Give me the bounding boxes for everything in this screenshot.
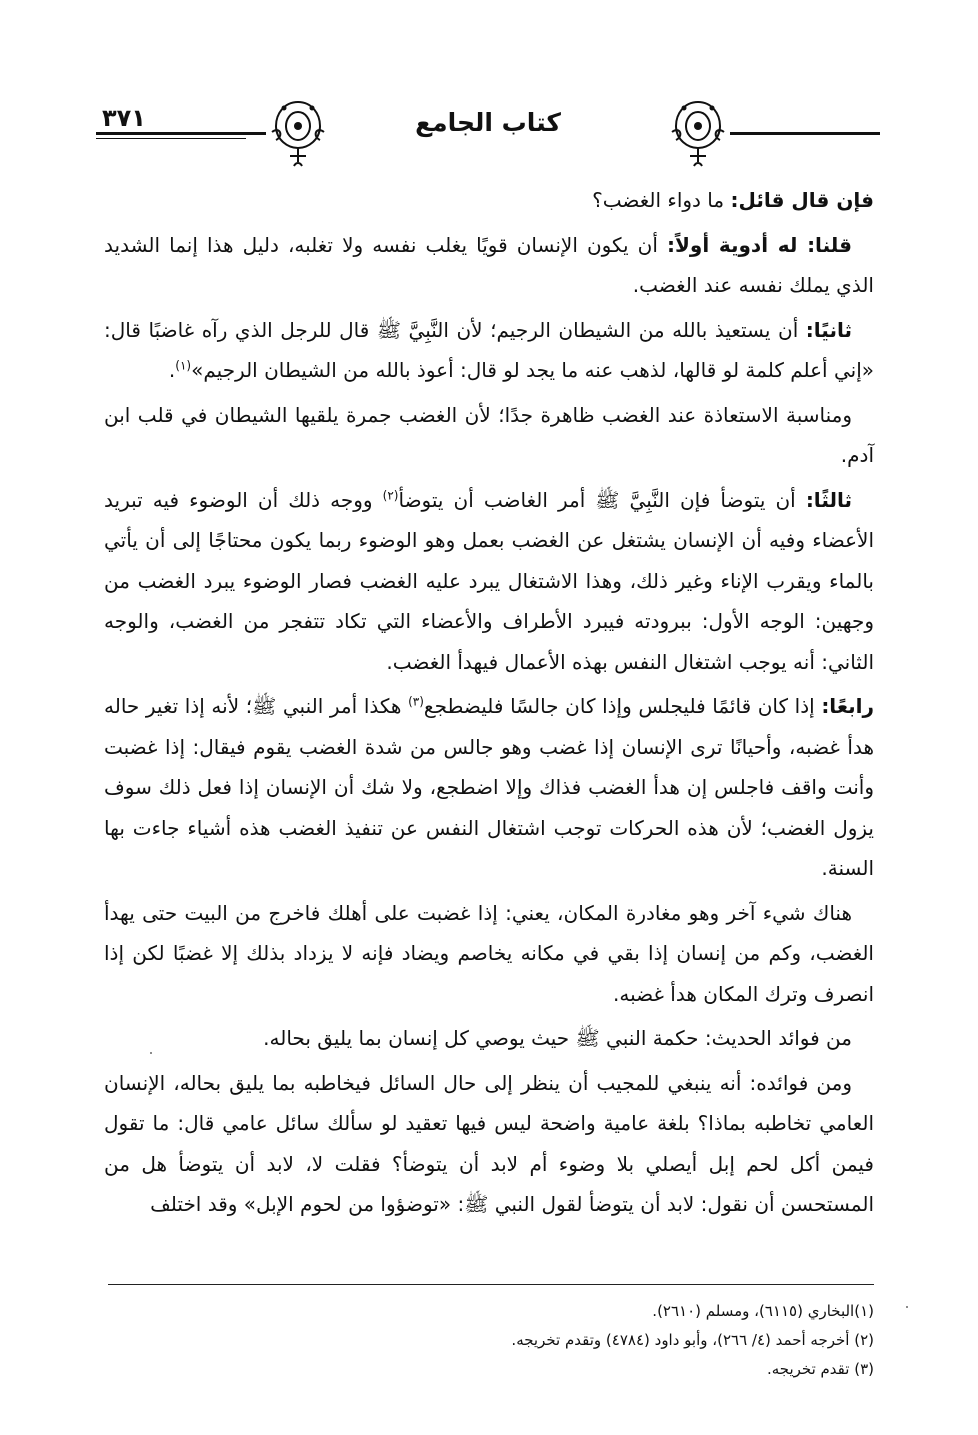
- paragraph-lead: فإن قال قائل:: [730, 188, 874, 212]
- paragraph-text: أن يستعيذ بالله من الشيطان الرجيم؛ لأن النَّبِيَّ ﷺ قال للرجل الذي رآه غاضبًا قال: «إني أعلم كلمة لو قالها، لذهب عنه ما يجد لو قال: أعوذ بالله من الشيطان الرجيم»: [104, 317, 874, 382]
- paragraph-tail: .: [168, 358, 176, 382]
- running-title: كتاب الجامع: [415, 108, 561, 137]
- scan-speck: [150, 1052, 152, 1054]
- page-number: ٣٧١: [102, 104, 146, 132]
- footnotes: [108, 1297, 874, 1384]
- paragraph-text: أن يكون الإنسان قويًا يغلب نفسه ولا تغلبه، دليل هذا إنما الشديد الذي يملك نفسه عند الغضب.: [104, 232, 874, 297]
- paragraph-text: ومن فوائده: أنه ينبغي للمجيب أن ينظر إلى حال السائل فيخاطبه بما يليق بحاله، الإنسان العامي تخاطبه بماذا؟ بلغة عامية واضحة ليس فيها تعقيد لو سألك سائل عامي قال: ما تقول فيمن أكل لحم إبل أيصلي بلا وضوء أم لابد أن يتوضأ؟ فقلت لا، لابد أن يتوضأ هل من المستحسن أن نقول: لابد أن يتوضأ لقول النبي ﷺ: «توضؤوا من لحوم الإبل» وقد اختلف: [104, 1070, 874, 1216]
- paragraph-lead: ثانيًا:: [805, 317, 852, 342]
- paragraph: [104, 180, 874, 221]
- footnote-separator: [108, 1284, 874, 1285]
- footnote-ref: (٢): [382, 487, 399, 502]
- paragraph: [104, 686, 874, 889]
- paragraph-text: هناك شيء آخر وهو مغادرة المكان، يعني: إذا غضبت على أهلك فاخرج من البيت حتى يهدأ الغضب، وكم من إنسان إذا بقي في مكانه يخاصم ويضاد فإنه لا يزداد بذلك إلا غضبًا لكن إذا انصرف وترك المكان هدأ غضبه.: [104, 900, 874, 1006]
- paragraph-text: من فوائد الحديث: حكمة النبي ﷺ حيث يوصي كل إنسان بما يليق بحاله.: [263, 1026, 852, 1050]
- paragraph: [104, 480, 874, 683]
- paragraph: [104, 225, 874, 306]
- scan-speck: [906, 1306, 908, 1308]
- paragraph: [104, 1018, 874, 1059]
- paragraph: [104, 893, 874, 1015]
- header-rule-left: [96, 132, 266, 135]
- footnote-ref: (٣): [408, 694, 424, 709]
- ornament-left-icon: [266, 96, 330, 172]
- paragraph: [104, 395, 874, 476]
- page-header: [96, 96, 880, 172]
- header-rule-under-number: [96, 138, 246, 139]
- header-rule-right: [730, 132, 880, 135]
- paragraph: [104, 1063, 874, 1225]
- paragraph-lead: رابعًا:: [821, 694, 874, 718]
- paragraph-text: ما دواء الغضب؟: [592, 188, 731, 212]
- paragraph-lead: قلنا: له أدوية أولاً:: [667, 232, 852, 257]
- footnote-item: (١)البخاري (٦١١٥)، ومسلم (٢٦١٠).: [652, 1302, 874, 1320]
- paragraph-tail: هكذا أمر النبي ﷺ؛ لأنه إذا تغير حاله هدأ غضبه، وأحيانًا ترى الإنسان إذا غضب وهو جالس من شدة الغضب يقوم فيقال: إذا غضبت وأنت واقف فاجلس إن هدأ الغضب فذاك وإلا اضطجع، ولا شك أن الإنسان إذا فعل ذلك سوف يزول الغضب؛ لأن هذه الحركات توجب اشتغال النفس عن تنفيذ الغضب هذه أشياء جاءت بها السنة.: [104, 694, 874, 880]
- footnote-ref: (١): [175, 358, 192, 373]
- main-text: [104, 180, 874, 1229]
- paragraph-tail: ووجه ذلك أن الوضوء فيه تبريد الأعضاء وفيه أن الإنسان يشتغل عن الغضب بعمل وهو الوضوء ربما يكون محتاجًا إلى أن يأتي بالماء ويقرب الإناء وغير ذلك، وهذا الاشتغال يبرد عليه الغضب فصار الوضوء يبرد الغضب من وجهين: الوجه الأول: ببرودته فيبرد الأطراف والأعضاء التي تكاد تتفجر من الغضب، والوجه الثاني: أنه يوجب اشتغال النفس بهذه الأعمال فيهدأ الغضب.: [104, 487, 874, 674]
- paragraph-text: ومناسبة الاستعاذة عند الغضب ظاهرة جدًا؛ لأن الغضب جمرة يلقيها الشيطان في قلب ابن آدم.: [104, 402, 874, 467]
- footnote-item: (٣) تقدم تخريجه.: [766, 1360, 874, 1378]
- paragraph-text: أن يتوضأ فإن النَّبِيَّ ﷺ أمر الغاضب أن يتوضأ: [398, 487, 806, 512]
- paragraph-lead: ثالثًا:: [805, 487, 853, 512]
- ornament-right-icon: [666, 96, 730, 172]
- paragraph: [104, 310, 874, 391]
- paragraph-text: إذا كان قائمًا فليجلس وإذا كان جالسًا فليضطجع: [423, 694, 822, 718]
- footnote-item: (٢) أخرجه أحمد (٤/ ٢٦٦)، وأبو داود (٤٧٨٤) وتقدم تخريجه.: [511, 1331, 874, 1349]
